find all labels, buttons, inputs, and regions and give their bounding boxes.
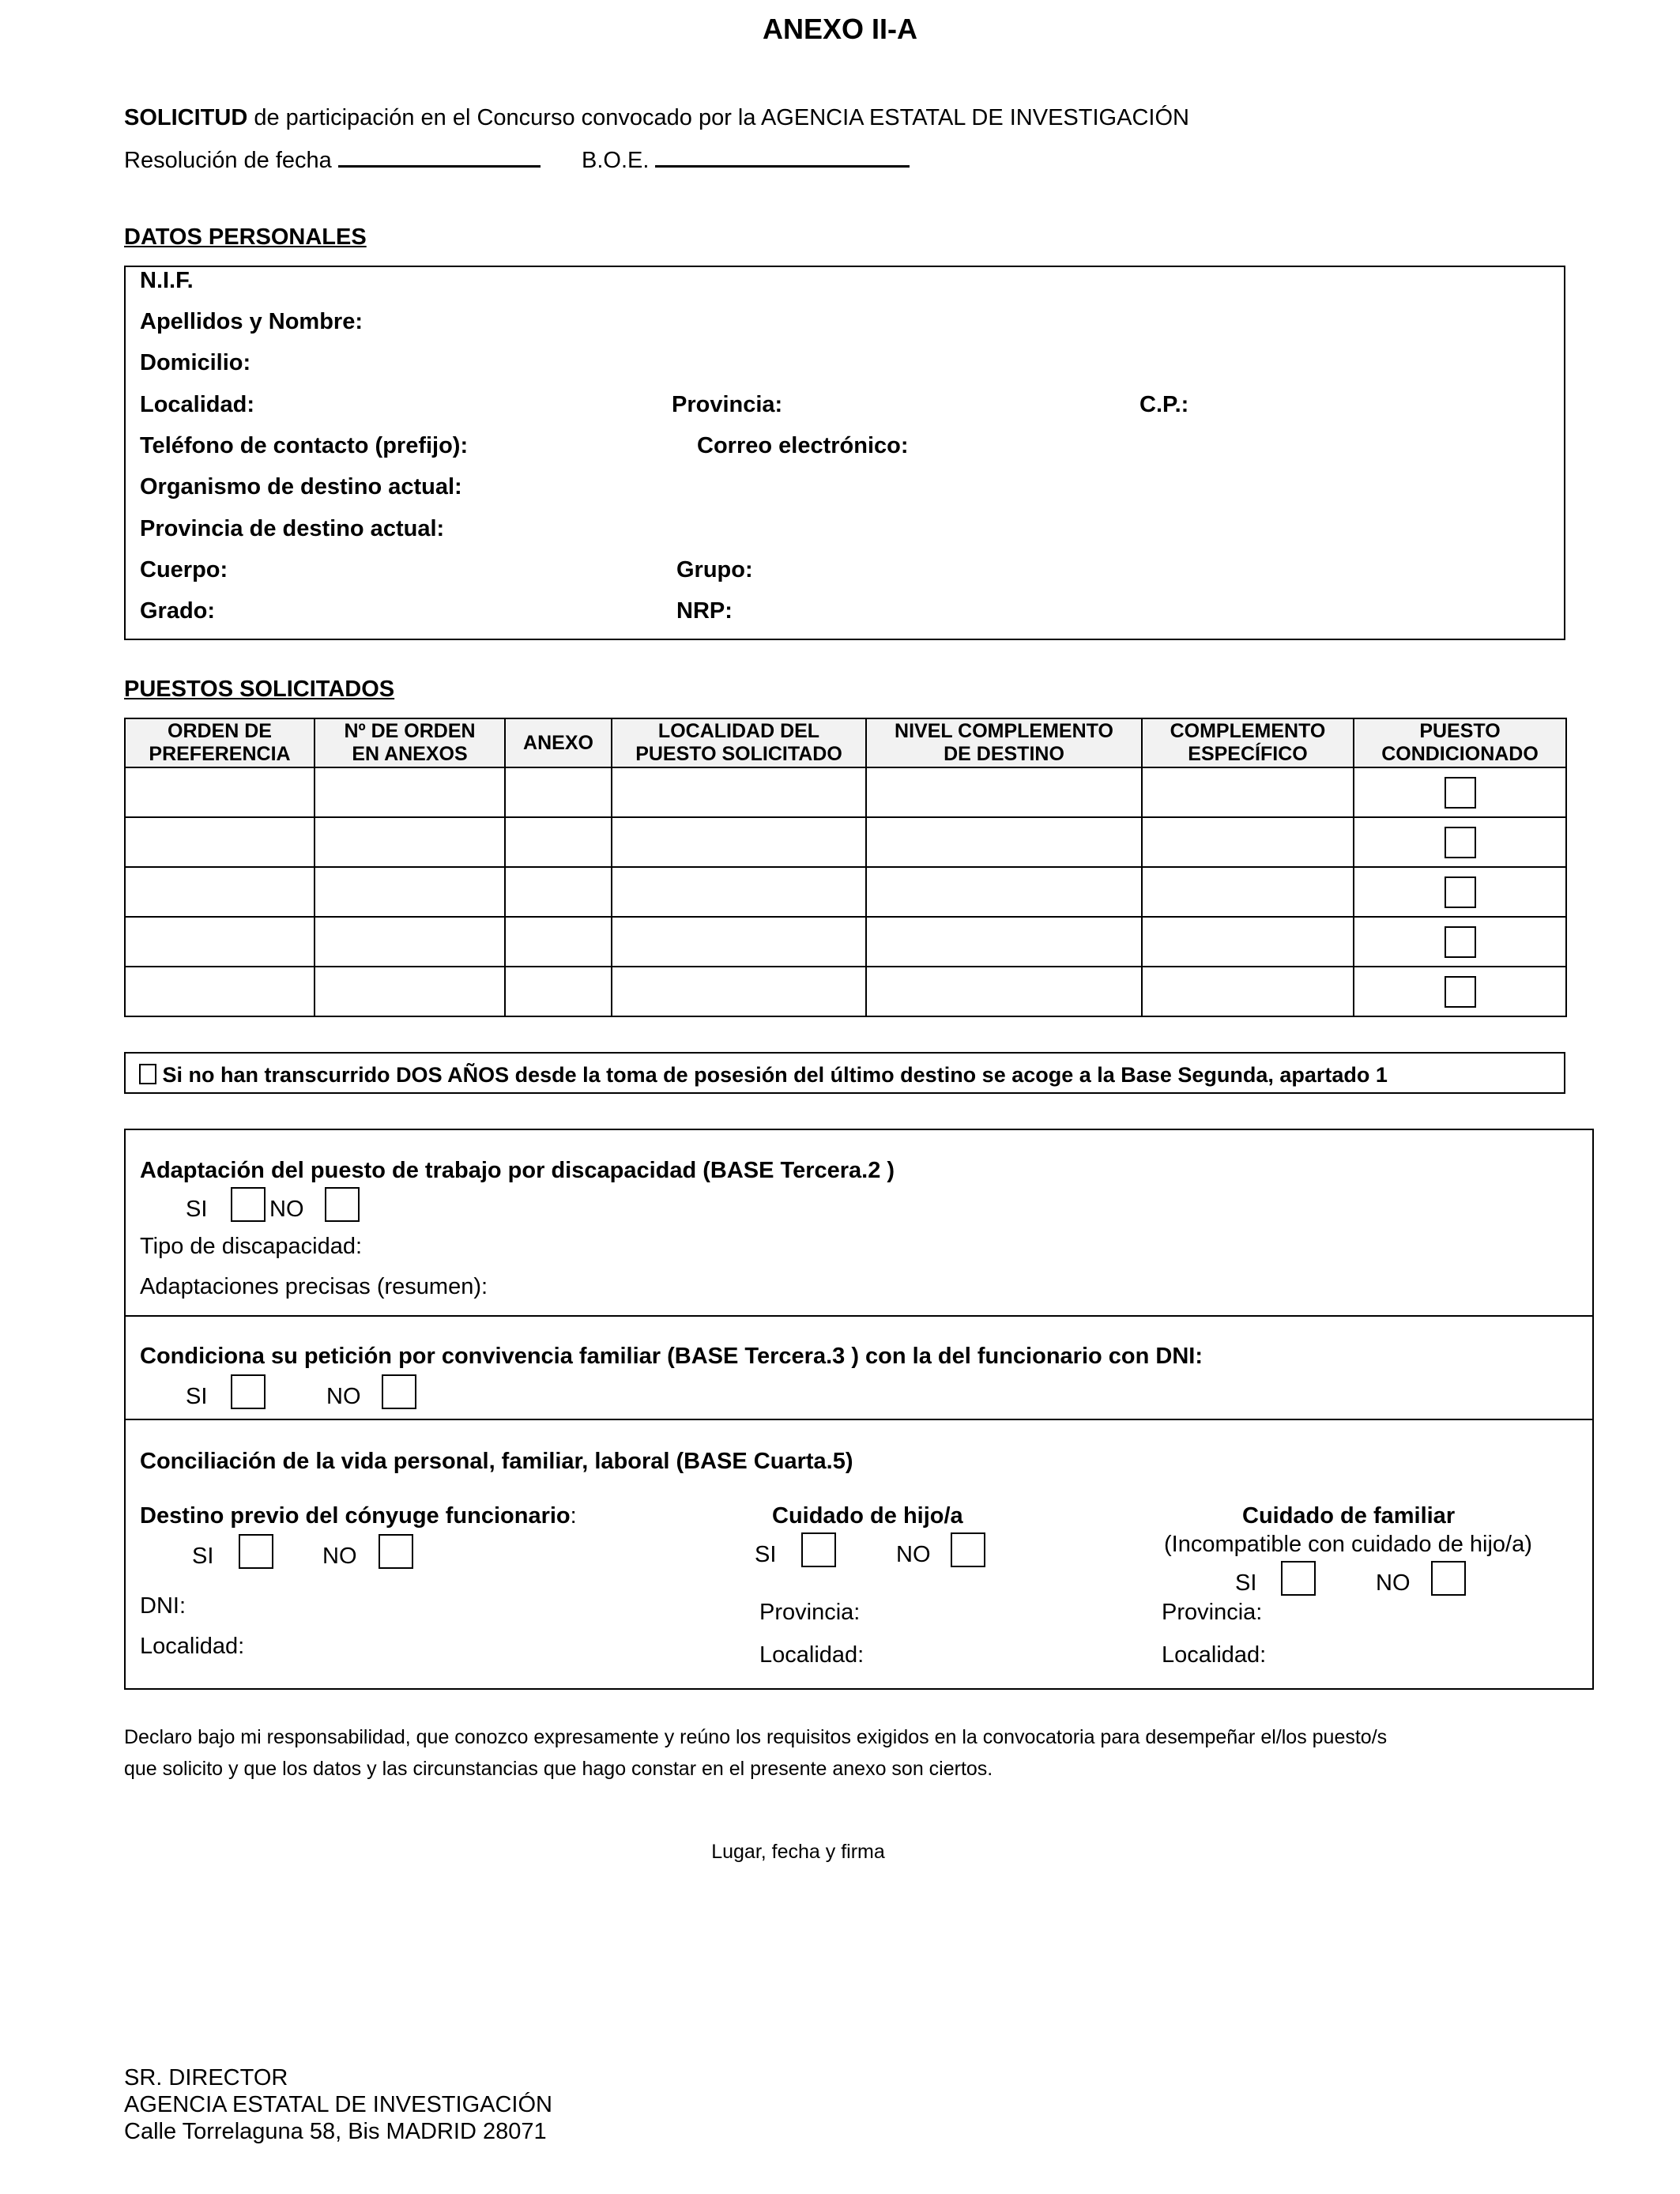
adaptacion-no-label: NO [269,1197,304,1222]
resolucion-label: Resolución de fecha [124,148,332,173]
conyuge-dni-label: DNI: [140,1593,186,1619]
correo-label: Correo electrónico: [697,433,909,458]
declaracion-line: que solicito y que los datos y las circunstancias que hago constar en el presente anexo son ciertos. [124,1758,993,1780]
table-cell[interactable] [1142,867,1354,917]
familiar-no-checkbox[interactable] [1431,1561,1466,1596]
declaracion [124,1721,1546,1785]
adaptacion-no-checkbox[interactable] [325,1187,360,1222]
table-cell[interactable] [315,767,505,817]
destinatario-line: AGENCIA ESTATAL DE INVESTIGACIÓN [124,2092,552,2117]
table-row [125,817,1566,867]
column-header: COMPLEMENTO ESPECÍFICO [1142,718,1354,767]
table-cell[interactable] [612,917,866,967]
table-cell[interactable] [866,767,1142,817]
nrp-label: NRP: [676,598,733,624]
table-cell[interactable] [612,967,866,1016]
dos-anos-checkbox[interactable] [139,1064,156,1084]
puestos-heading: PUESTOS SOLICITADOS [124,677,395,702]
adaptaciones-label: Adaptaciones precisas (resumen): [140,1274,488,1299]
table-cell[interactable] [612,817,866,867]
table-cell[interactable] [505,817,612,867]
divider [124,1315,1594,1317]
hijo-provincia-label: Provincia: [759,1600,861,1625]
table-cell[interactable] [1142,917,1354,967]
dos-anos-line [139,1063,1388,1088]
table-cell[interactable] [505,767,612,817]
table-cell[interactable] [315,867,505,917]
table-cell[interactable] [315,967,505,1016]
table-cell[interactable] [1142,967,1354,1016]
cuerpo-label: Cuerpo: [140,557,228,582]
provincia-label: Provincia: [672,392,783,417]
table-row [125,867,1566,917]
resolucion-date-field[interactable] [338,148,541,168]
column-header: Nº DE ORDEN EN ANEXOS [315,718,505,767]
column-header: LOCALIDAD DEL PUESTO SOLICITADO [612,718,866,767]
nif-label: N.I.F. [140,268,194,293]
table-cell[interactable] [612,867,866,917]
solicitud-line [124,105,1189,131]
adaptacion-si-checkbox[interactable] [231,1187,266,1222]
condiciona-si-label: SI [186,1384,208,1409]
column-header: NIVEL COMPLEMENTO DE DESTINO [866,718,1142,767]
hijo-si-label: SI [755,1542,777,1567]
telefono-label: Teléfono de contacto (prefijo): [140,433,469,458]
table-cell[interactable] [1142,767,1354,817]
puesto-condicionado-cell[interactable] [1354,967,1566,1016]
conyuge-no-label: NO [322,1544,357,1569]
table-cell[interactable] [315,917,505,967]
boe-field[interactable] [655,148,910,168]
hijo-no-checkbox[interactable] [951,1532,985,1567]
table-cell[interactable] [1142,817,1354,867]
condiciona-si-checkbox[interactable] [231,1374,266,1409]
table-cell[interactable] [125,967,315,1016]
firma-label: Lugar, fecha y firma [711,1841,885,1863]
table-row [125,767,1566,817]
table-cell[interactable] [125,817,315,867]
grado-label: Grado: [140,598,216,624]
column-header: ANEXO [505,718,612,767]
conyuge-no-checkbox[interactable] [379,1534,413,1569]
table-cell[interactable] [866,917,1142,967]
table-cell[interactable] [505,917,612,967]
dos-anos-text-1: Si no han transcurrido [162,1063,397,1087]
table-cell[interactable] [866,967,1142,1016]
puesto-condicionado-checkbox[interactable] [1445,876,1476,908]
destinatario-line: SR. DIRECTOR [124,2065,288,2090]
condiciona-no-label: NO [326,1384,361,1409]
familiar-localidad-label: Localidad: [1162,1642,1267,1668]
familiar-provincia-label: Provincia: [1162,1600,1263,1625]
puesto-condicionado-checkbox[interactable] [1445,976,1476,1008]
organismo-label: Organismo de destino actual: [140,474,462,499]
puestos-header-row [125,718,1566,767]
adaptacion-heading: Adaptación del puesto de trabajo por discapacidad (BASE Tercera.2 ) [140,1158,895,1183]
grupo-label: Grupo: [676,557,753,582]
table-cell[interactable] [505,867,612,917]
table-row [125,967,1566,1016]
puesto-condicionado-cell[interactable] [1354,767,1566,817]
localidad-label: Localidad: [140,392,255,417]
tipo-discapacidad-label: Tipo de discapacidad: [140,1234,363,1259]
table-cell[interactable] [505,967,612,1016]
dos-anos-text-2: desde la toma de posesión del último destino se acoge a la Base Segunda, apartado 1 [509,1063,1388,1087]
conciliacion-heading: Conciliación de la vida personal, familiar, laboral (BASE Cuarta.5) [140,1449,853,1474]
table-cell[interactable] [125,867,315,917]
provincia-destino-label: Provincia de destino actual: [140,516,445,541]
conyuge-heading: Destino previo del cónyuge funcionario: [140,1503,577,1529]
hijo-si-checkbox[interactable] [801,1532,836,1567]
destinatario [124,2064,552,2145]
column-header: ORDEN DE PREFERENCIA [125,718,315,767]
domicilio-label: Domicilio: [140,350,251,375]
table-cell[interactable] [315,817,505,867]
dos-anos-bold: DOS AÑOS [396,1063,510,1087]
solicitud-text: de participación en el Concurso convocado por la AGENCIA ESTATAL DE INVESTIGACIÓN [247,105,1189,130]
familiar-si-label: SI [1235,1570,1257,1596]
declaracion-line: Declaro bajo mi responsabilidad, que conozco expresamente y reúno los requisitos exigidos en la convocatoria para desempeñar el/los puesto/s [124,1726,1388,1748]
familiar-note: (Incompatible con cuidado de hijo/a) [1164,1532,1532,1557]
boe-label: B.O.E. [581,148,650,173]
destinatario-line: Calle Torrelaguna 58, Bis MADRID 28071 [124,2119,547,2144]
familiar-si-checkbox[interactable] [1281,1561,1316,1596]
hijo-localidad-label: Localidad: [759,1642,864,1668]
adaptacion-si-label: SI [186,1197,208,1222]
conyuge-si-checkbox[interactable] [239,1534,273,1569]
familiar-heading: Cuidado de familiar [1242,1503,1456,1529]
familiar-no-label: NO [1376,1570,1411,1596]
puesto-condicionado-checkbox[interactable] [1445,926,1476,958]
conyuge-localidad-label: Localidad: [140,1634,245,1659]
puestos-table [124,718,1567,1017]
apellidos-label: Apellidos y Nombre: [140,309,363,334]
puesto-condicionado-checkbox[interactable] [1445,827,1476,858]
table-row [125,917,1566,967]
puesto-condicionado-checkbox[interactable] [1445,777,1476,809]
cp-label: C.P.: [1139,392,1189,417]
puesto-condicionado-cell[interactable] [1354,867,1566,917]
conyuge-si-label: SI [192,1544,214,1569]
table-cell[interactable] [866,817,1142,867]
table-cell[interactable] [125,767,315,817]
table-cell[interactable] [125,917,315,967]
hijo-heading: Cuidado de hijo/a [772,1503,963,1529]
table-cell[interactable] [612,767,866,817]
datos-personales-heading: DATOS PERSONALES [124,224,367,250]
condiciona-heading: Condiciona su petición por convivencia familiar (BASE Tercera.3 ) con la del funcionario con DNI: [140,1344,1203,1369]
table-cell[interactable] [866,867,1142,917]
puesto-condicionado-cell[interactable] [1354,917,1566,967]
divider [124,1419,1594,1420]
condiciona-no-checkbox[interactable] [382,1374,416,1409]
hijo-no-label: NO [896,1542,931,1567]
column-header: PUESTO CONDICIONADO [1354,718,1566,767]
solicitud-bold: SOLICITUD [124,105,248,130]
resolucion-line [124,148,910,174]
page-title: ANEXO II-A [762,13,917,45]
puesto-condicionado-cell[interactable] [1354,817,1566,867]
